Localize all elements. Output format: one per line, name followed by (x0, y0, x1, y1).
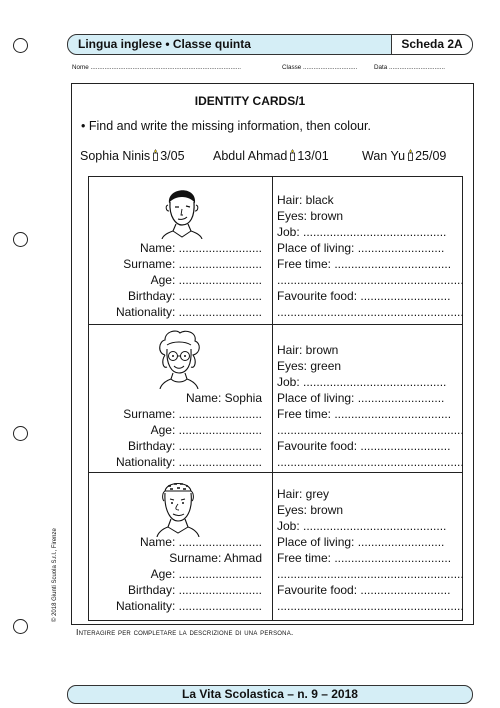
eyes-line: Eyes: green (277, 359, 342, 373)
free-time-line[interactable]: Free time: ................................... (277, 407, 452, 421)
name-label[interactable]: Name: Sophia (185, 391, 262, 405)
candle-icon (153, 149, 158, 161)
eyes-line: Eyes: brown (277, 209, 344, 223)
page-title: IDENTITY CARDS/1 (194, 94, 306, 108)
food-line-2[interactable]: ........................................................ (277, 305, 464, 319)
age-label[interactable]: Age: ......................... (150, 273, 262, 287)
name-label[interactable]: Name: ......................... (139, 241, 262, 255)
card-right-cell (273, 473, 463, 621)
hair-line: Hair: grey (277, 487, 330, 501)
surname-label[interactable]: Surname: ......................... (123, 407, 262, 421)
copyright: © 2018 Giunti Scuola S.r.l., Firenze (52, 528, 58, 622)
free-time-line-2[interactable]: ........................................................ (277, 423, 464, 437)
birthday-label[interactable]: Birthday: ......................... (127, 439, 262, 453)
name-field[interactable]: Nome ...................................................................................... (72, 64, 242, 71)
card-row (89, 177, 463, 325)
birthday-name: Wan Yu (362, 149, 406, 163)
footer-bar: La Vita Scolastica – n. 9 – 2018 (67, 685, 473, 704)
birthday-label[interactable]: Birthday: ......................... (127, 289, 262, 303)
candle-icon (290, 149, 295, 161)
job-line[interactable]: Job: ........................................... (277, 519, 447, 533)
birthday-name: Sophia Ninis (80, 149, 151, 163)
nationality-label[interactable]: Nationality: ......................... (115, 455, 262, 469)
nationality-label[interactable]: Nationality: ......................... (115, 599, 262, 613)
place-line[interactable]: Place of living: .......................... (277, 535, 445, 549)
subject-label: Lingua inglese • Classe quinta (78, 37, 251, 51)
card-right-cell (273, 325, 463, 473)
free-time-line[interactable]: Free time: ................................... (277, 257, 452, 271)
birthday-sophia (80, 149, 185, 163)
place-line[interactable]: Place of living: .......................... (277, 241, 445, 255)
free-time-line[interactable]: Free time: ................................... (277, 551, 452, 565)
free-time-line-2[interactable]: ........................................................ (277, 273, 464, 287)
binder-hole (13, 232, 28, 247)
card-left-cell (89, 177, 273, 325)
place-line[interactable]: Place of living: .......................... (277, 391, 445, 405)
date-field[interactable]: Data ................................ (374, 64, 446, 71)
job-line[interactable]: Job: ........................................... (277, 225, 447, 239)
birthday-date: 13/01 (297, 149, 329, 163)
free-time-line-2[interactable]: ........................................................ (277, 567, 464, 581)
job-line[interactable]: Job: ........................................... (277, 375, 447, 389)
hair-line: Hair: brown (277, 343, 339, 357)
age-label[interactable]: Age: ......................... (150, 423, 262, 437)
man-kufi-cap-icon (153, 477, 203, 537)
card-row (89, 473, 463, 621)
binder-hole (13, 426, 28, 441)
identity-cards-table (88, 176, 463, 621)
boy-black-hair-icon (159, 181, 205, 239)
task-description: Interagire per completare la descrizione di una persona. (76, 627, 294, 637)
birthday-wanyu (362, 149, 446, 163)
class-field[interactable]: Classe ............................... (282, 64, 358, 71)
card-left-cell (89, 325, 273, 473)
food-line[interactable]: Favourite food: ........................... (277, 289, 451, 303)
card-row (89, 325, 463, 473)
birthday-date: 3/05 (160, 149, 185, 163)
birthday-date: 25/09 (415, 149, 447, 163)
surname-label[interactable]: Surname: Ahmad (169, 551, 262, 565)
card-right-cell (273, 177, 463, 325)
worksheet-id: Scheda 2A (391, 35, 472, 54)
binder-hole (13, 38, 28, 53)
girl-glasses-icon (153, 329, 205, 389)
age-label[interactable]: Age: ......................... (150, 567, 262, 581)
food-line-2[interactable]: ........................................................ (277, 455, 464, 469)
hair-line: Hair: black (277, 193, 334, 207)
birthday-label[interactable]: Birthday: ......................... (127, 583, 262, 597)
instruction: • Find and write the missing information, then colour. (81, 119, 371, 133)
food-line-2[interactable]: ........................................................ (277, 599, 464, 613)
card-left-cell (89, 473, 273, 621)
birthday-name: Abdul Ahmad (213, 149, 288, 163)
surname-label[interactable]: Surname: ......................... (123, 257, 262, 271)
nationality-label[interactable]: Nationality: ......................... (115, 305, 262, 319)
food-line[interactable]: Favourite food: ........................... (277, 583, 451, 597)
candle-icon (408, 149, 413, 161)
eyes-line: Eyes: brown (277, 503, 344, 517)
name-label[interactable]: Name: ......................... (139, 535, 262, 549)
food-line[interactable]: Favourite food: ........................... (277, 439, 451, 453)
binder-hole (13, 619, 28, 634)
header-bar (67, 34, 473, 55)
birthday-abdul (213, 149, 329, 163)
